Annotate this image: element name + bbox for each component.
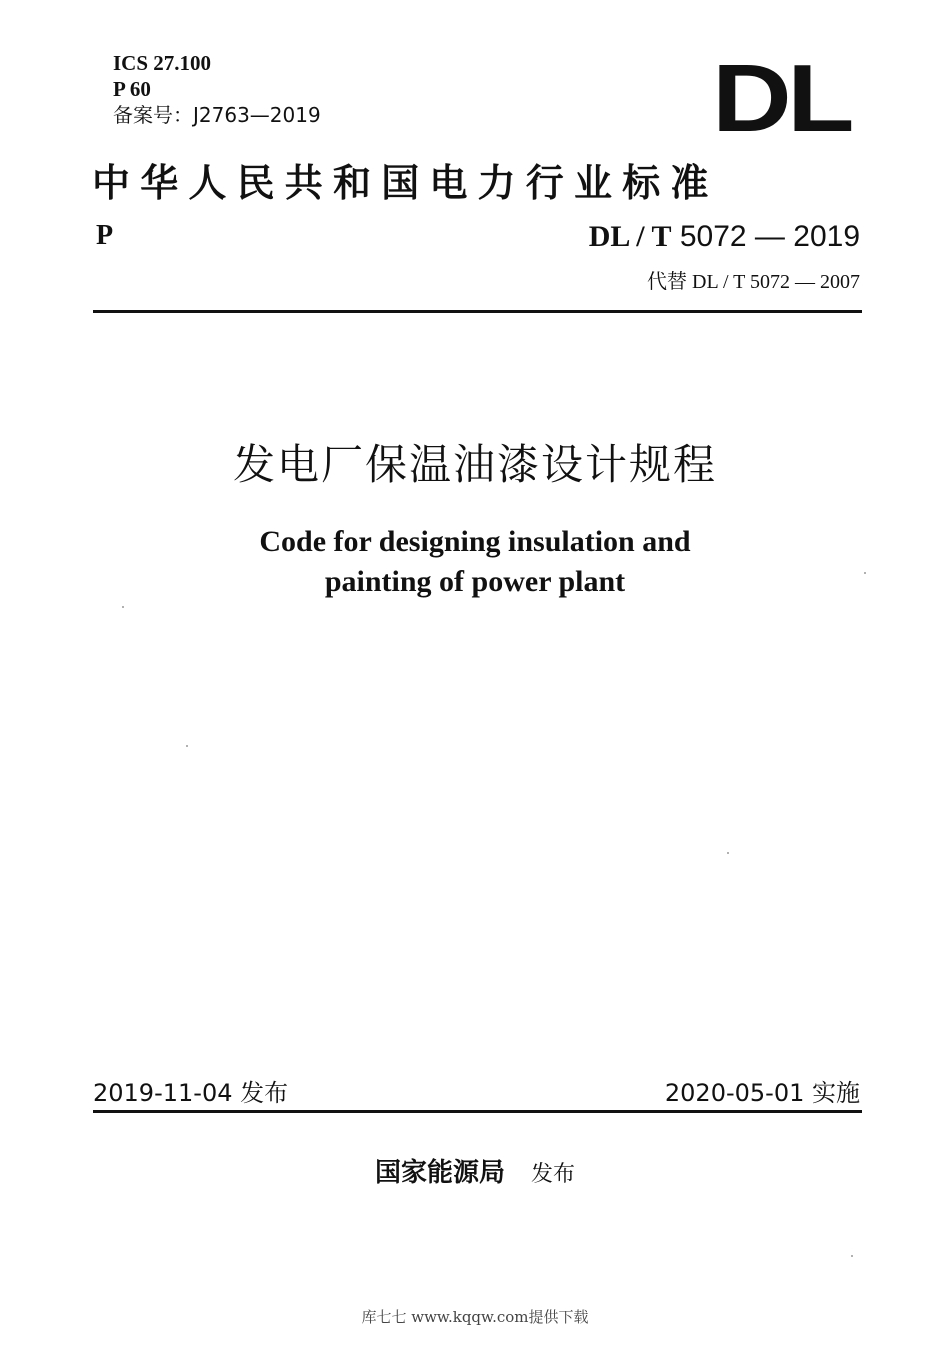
ccs-code-text: P 60 (113, 77, 151, 101)
scan-speck (727, 852, 729, 854)
filing-number (113, 102, 321, 128)
scan-speck (864, 572, 866, 574)
scan-speck (186, 745, 188, 747)
english-title-line-1: Code for designing insulation and (259, 525, 691, 558)
ics-code-text: ICS 27.100 (113, 51, 212, 75)
chinese-title: 发电厂保温油漆设计规程 (232, 440, 717, 489)
ics-code (113, 50, 321, 76)
ics-block (113, 50, 321, 128)
filing-value: J2763—2019 (193, 103, 321, 127)
scan-speck (851, 1255, 853, 1257)
dl-logo: DL (712, 45, 850, 152)
top-divider (93, 310, 862, 313)
issuer-organization: 国家能源局 (374, 1158, 505, 1188)
english-title (0, 522, 950, 602)
bottom-divider (93, 1110, 862, 1113)
filing-label: 备案号： (113, 103, 193, 127)
standard-number (589, 220, 860, 254)
issuer (0, 1152, 950, 1189)
classification-letter: P (96, 220, 114, 251)
effective-date: 2020-05-01 实施 (664, 1079, 860, 1107)
download-footer: 库七七 www.kqqw.com提供下载 (361, 1308, 589, 1326)
ccs-code (113, 76, 321, 102)
scan-speck (122, 606, 124, 608)
org-title: 中华人民共和国电力行业标准 (92, 160, 719, 205)
issuer-action: 发布 (531, 1162, 576, 1187)
standard-code: 5072 — 2019 (671, 220, 860, 253)
standard-prefix: DL / T (588, 220, 672, 253)
english-title-line-2: painting of power plant (324, 565, 626, 598)
publish-date: 2019-11-04 发布 (93, 1079, 289, 1107)
replaces-standard: 代替 DL / T 5072 — 2007 (647, 271, 860, 293)
